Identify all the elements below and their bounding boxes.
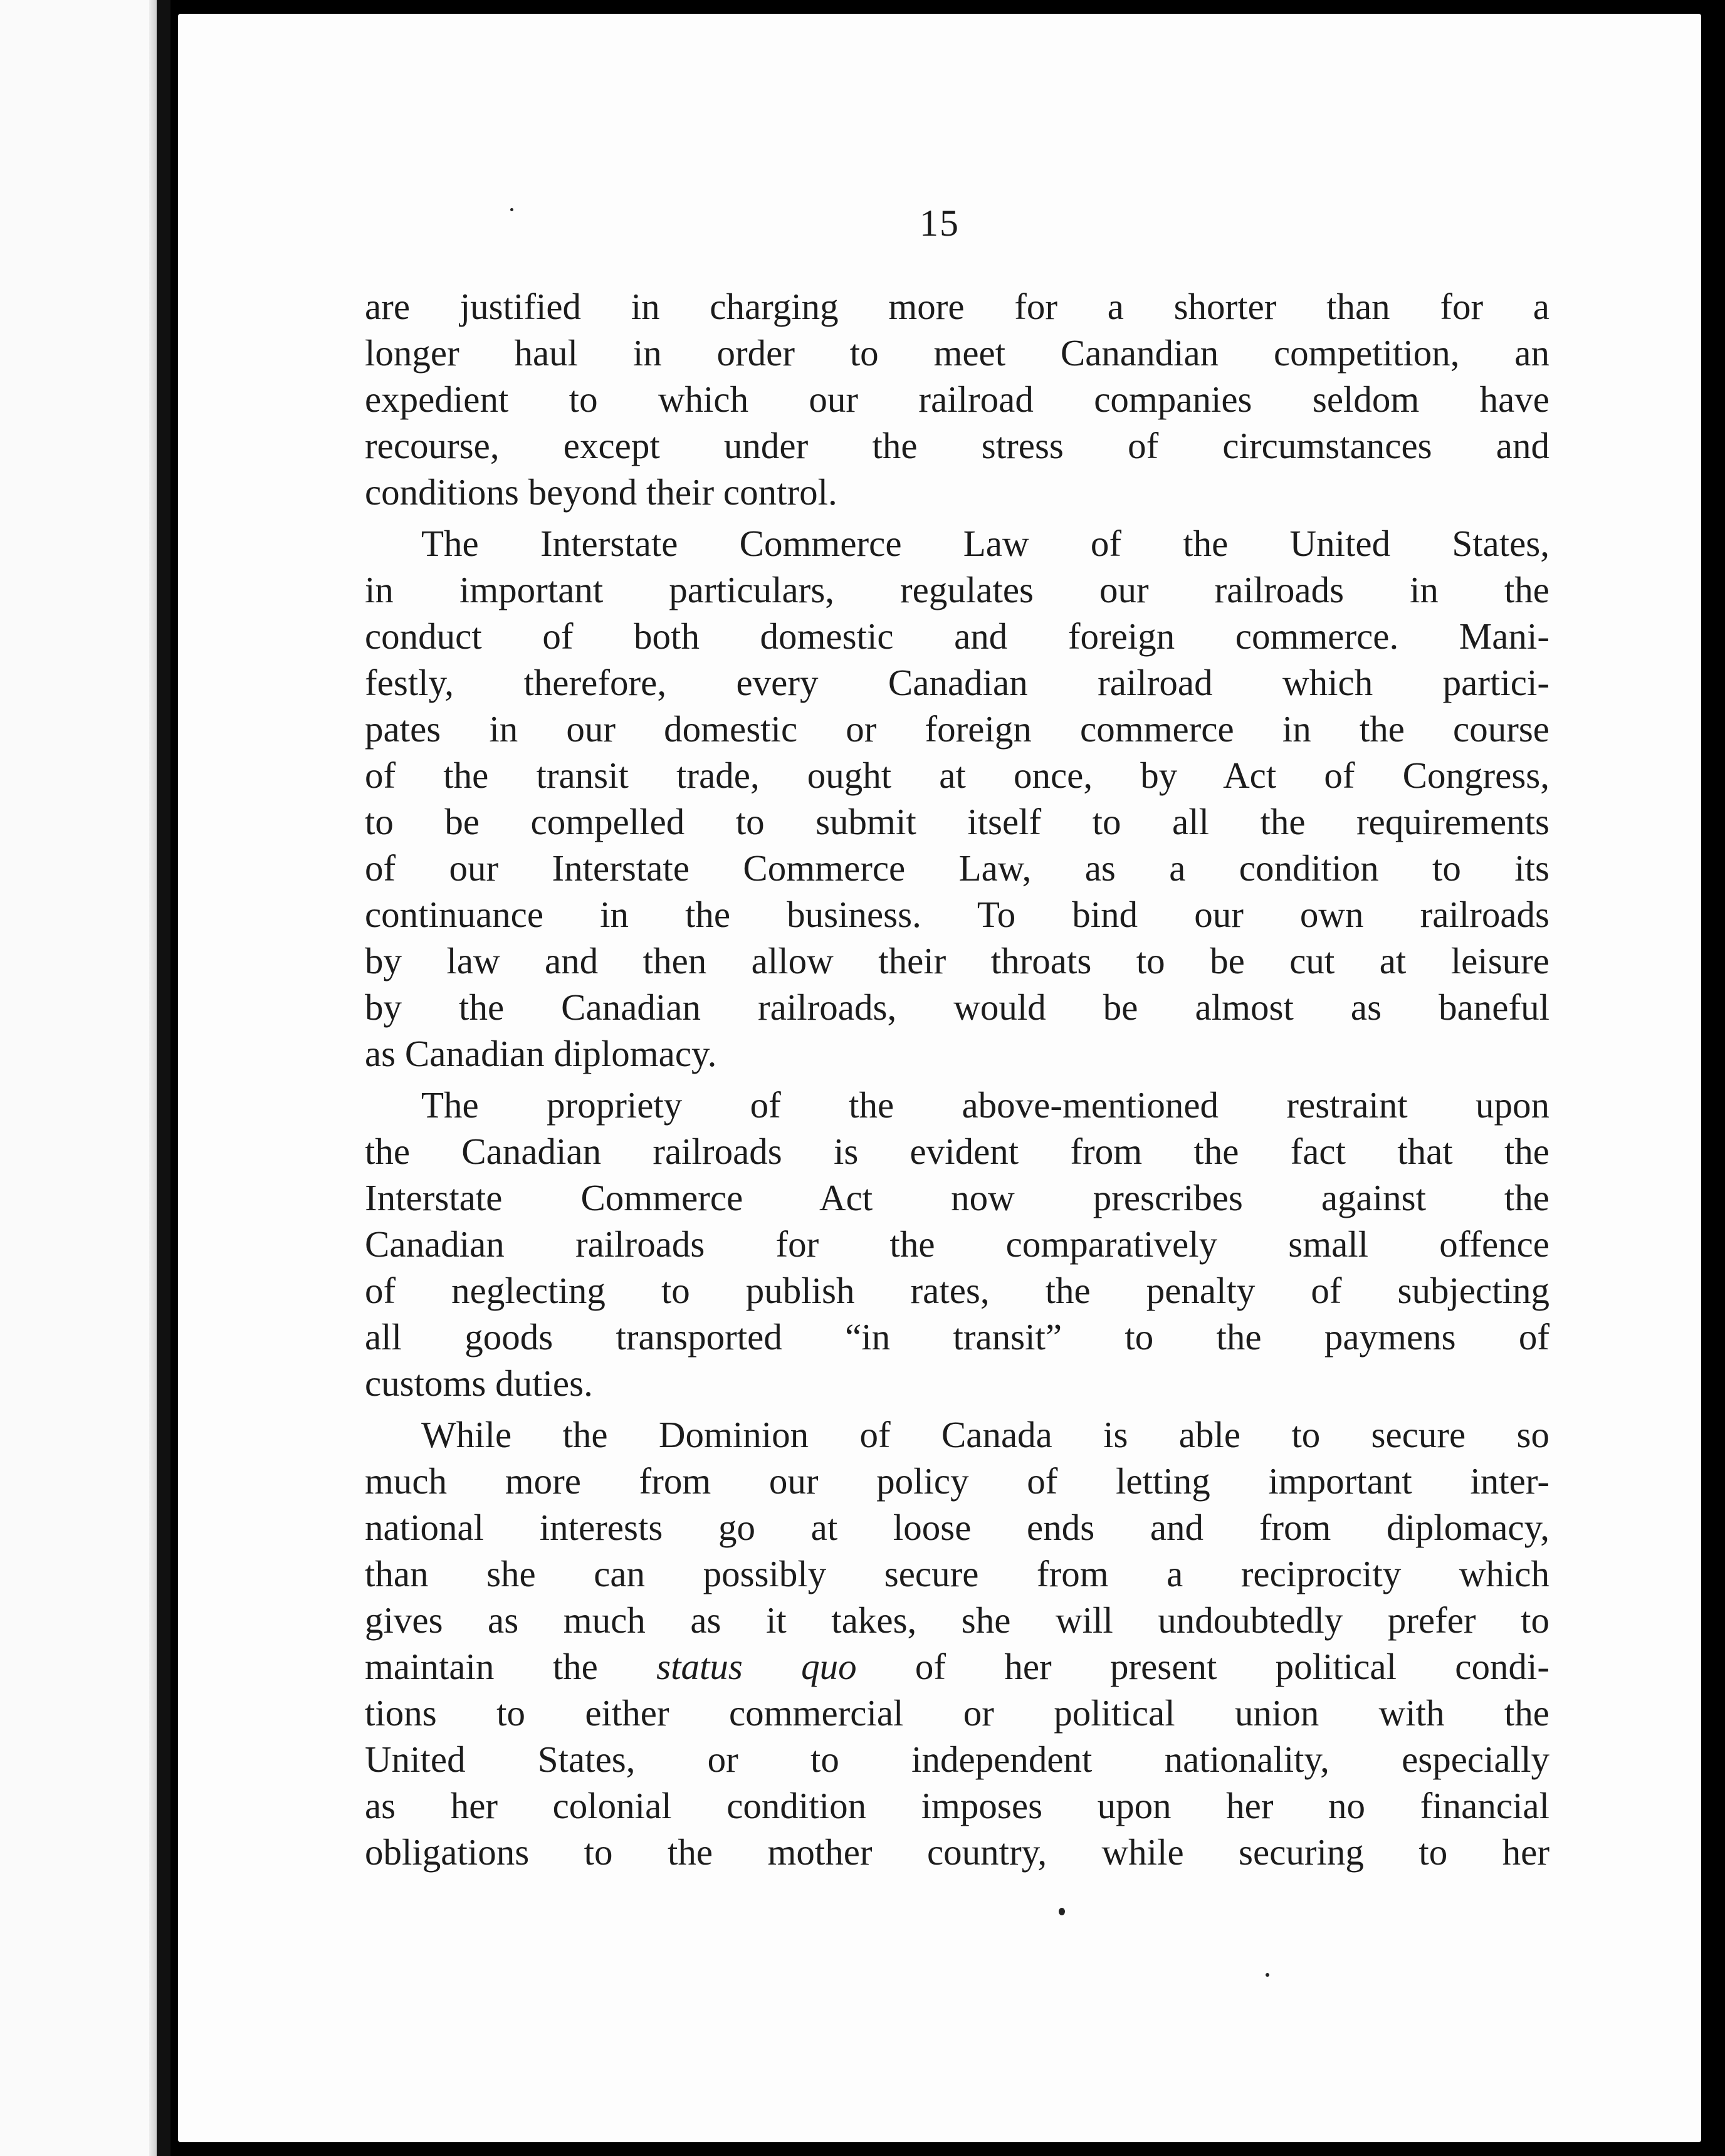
text-run: of her present political condi-: [915, 1646, 1549, 1687]
text-line: While the Dominion of Canada is able to secure so: [421, 1414, 1549, 1455]
text-line: as her colonial condition imposes upon her no financial: [365, 1785, 1549, 1826]
paragraph-4: [365, 1411, 1549, 1875]
text-run: maintain the: [365, 1646, 598, 1687]
paragraph-2: [365, 520, 1549, 1077]
book-page: [178, 14, 1701, 2142]
ink-speck: [1059, 1908, 1065, 1915]
paragraph-3: [365, 1082, 1549, 1406]
text-line: recourse, except under the stress of circumstances and: [365, 425, 1549, 466]
text-line: The propriety of the above-mentioned restraint upon: [421, 1084, 1549, 1126]
text-line: gives as much as it takes, she will undoubtedly prefer to: [365, 1599, 1549, 1641]
text-line: festly, therefore, every Canadian railroad which partici-: [365, 662, 1549, 703]
text-line: to be compelled to submit itself to all the requirements: [365, 801, 1549, 842]
text-line: customs duties.: [365, 1363, 593, 1404]
text-line: national interests go at loose ends and from diplomacy,: [365, 1507, 1549, 1548]
text-line: by the Canadian railroads, would be almost as baneful: [365, 986, 1549, 1028]
paragraph-1: [365, 283, 1549, 515]
text-line: conditions beyond their control.: [365, 471, 837, 513]
body-text: [365, 283, 1549, 1880]
text-line: The Interstate Commerce Law of the United States,: [421, 523, 1549, 564]
text-line: longer haul in order to meet Canandian competition, an: [365, 332, 1549, 374]
text-line: Canadian railroads for the comparatively small offence: [365, 1223, 1549, 1265]
text-line: than she can possibly secure from a reciprocity which: [365, 1553, 1549, 1594]
text-line: tions to either commercial or political union with the: [365, 1692, 1549, 1734]
binding-fold: [149, 0, 157, 2156]
text-line: conduct of both domestic and foreign commerce. Mani-: [365, 615, 1549, 657]
text-line: in important particulars, regulates our railroads in the: [365, 569, 1549, 610]
text-line: obligations to the mother country, while securing to her: [365, 1831, 1549, 1873]
text-line: of our Interstate Commerce Law, as a condition to its: [365, 847, 1549, 889]
text-line: much more from our policy of letting important inter-: [365, 1460, 1549, 1502]
text-line: of neglecting to publish rates, the penalty of subjecting: [365, 1270, 1549, 1311]
text-line: all goods transported “in transit” to the paymens of: [365, 1316, 1549, 1358]
text-line: United States, or to independent nationality, especially: [365, 1739, 1549, 1780]
page-number: 15: [920, 202, 960, 244]
text-line: Interstate Commerce Act now prescribes against the: [365, 1177, 1549, 1218]
text-line: continuance in the business. To bind our own railroads: [365, 894, 1549, 935]
italic-phrase: status quo: [656, 1646, 857, 1687]
text-line: the Canadian railroads is evident from the fact that the: [365, 1131, 1549, 1172]
text-line: pates in our domestic or foreign commerce in the course: [365, 708, 1549, 750]
text-line: of the transit trade, ought at once, by Act of Congress,: [365, 755, 1549, 796]
text-line: expedient to which our railroad companies seldom have: [365, 379, 1549, 420]
ink-speck: [510, 208, 513, 211]
text-line: are justified in charging more for a shorter than for a: [365, 286, 1549, 327]
ink-speck: [1266, 1973, 1269, 1977]
text-line-with-italic: [365, 1643, 1549, 1690]
text-line: by law and then allow their throats to be cut at leisure: [365, 940, 1549, 981]
text-line: as Canadian diplomacy.: [365, 1033, 717, 1074]
facing-page-edge: [0, 0, 170, 2156]
